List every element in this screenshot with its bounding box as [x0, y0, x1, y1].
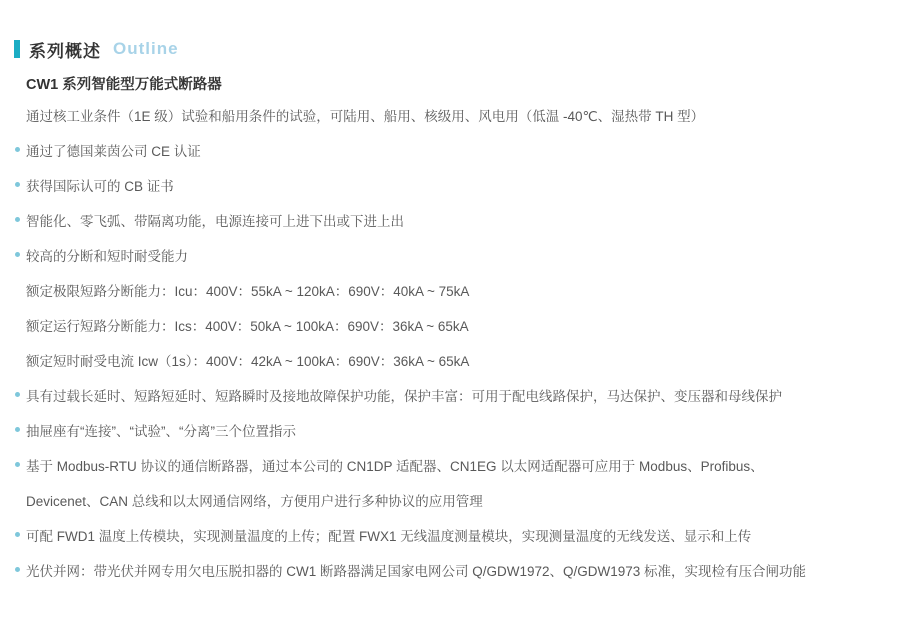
- bullet-icon: [15, 217, 20, 222]
- bullet-icon: [15, 147, 20, 152]
- line-text: 额定运行短路分断能力：Ics：400V：50kA ~ 100kA：690V：36kA ~ 65kA: [26, 318, 469, 334]
- list-item: [0, 202, 900, 237]
- list-item: [0, 237, 900, 272]
- list-item: [0, 377, 900, 412]
- section-header: [14, 39, 179, 59]
- line-text: 额定短时耐受电流 Icw（1s）：400V：42kA ~ 100kA：690V：36kA ~ 65kA: [26, 353, 470, 369]
- line-text: 基于 Modbus-RTU 协议的通信断路器，通过本公司的 CN1DP 适配器、CN1EG 以太网适配器可应用于 Modbus、Profibus、: [26, 458, 764, 474]
- line-text: 获得国际认可的 CB 证书: [26, 178, 174, 194]
- bullet-icon: [15, 532, 20, 537]
- line-text: 通过了德国莱茵公司 CE 认证: [26, 143, 201, 159]
- product-title: CW1 系列智能型万能式断路器: [26, 77, 222, 93]
- line-text: 较高的分断和短时耐受能力: [26, 248, 188, 264]
- bullet-icon: [15, 427, 20, 432]
- list-item: [0, 412, 900, 447]
- bullet-icon: [15, 252, 20, 257]
- list-item: [0, 552, 900, 587]
- section-title-en: Outline: [113, 39, 179, 58]
- list-item: [0, 272, 900, 307]
- list-item: [0, 97, 900, 132]
- bullet-icon: [15, 567, 20, 572]
- list-item: [0, 342, 900, 377]
- bullet-icon: [15, 182, 20, 187]
- list-item: [0, 167, 900, 202]
- list-item: [0, 307, 900, 342]
- line-text: 额定极限短路分断能力：Icu：400V：55kA ~ 120kA：690V：40kA ~ 75kA: [26, 283, 470, 299]
- line-text: 可配 FWD1 温度上传模块，实现测量温度的上传；配置 FWX1 无线温度测量模块，实现测量温度的无线发送、显示和上传: [26, 528, 752, 544]
- section-title-zh: 系列概述: [29, 41, 101, 61]
- line-text: 通过核工业条件（1E 级）试验和船用条件的试验，可陆用、船用、核级用、风电用（低温 -40℃、湿热带 TH 型）: [26, 108, 705, 124]
- list-item: [0, 517, 900, 552]
- bullet-icon: [15, 462, 20, 467]
- feature-list: [0, 97, 900, 587]
- line-text: 具有过载长延时、短路短延时、短路瞬时及接地故障保护功能，保护丰富：可用于配电线路保护，马达保护、变压器和母线保护: [26, 388, 782, 404]
- accent-bar-icon: [14, 40, 20, 58]
- line-text: 智能化、零飞弧、带隔离功能，电源连接可上进下出或下进上出: [26, 213, 404, 229]
- bullet-icon: [15, 392, 20, 397]
- line-text: Devicenet、CAN 总线和以太网通信网络，方便用户进行多种协议的应用管理: [26, 493, 483, 509]
- line-text: 光伏并网：带光伏并网专用欠电压脱扣器的 CW1 断路器满足国家电网公司 Q/GDW1972、Q/GDW1973 标准，实现检有压合闸功能: [26, 563, 807, 579]
- list-item: [0, 447, 900, 482]
- list-item: [0, 482, 900, 517]
- line-text: 抽屉座有“连接”、“试验”、“分离”三个位置指示: [26, 423, 296, 439]
- list-item: [0, 132, 900, 167]
